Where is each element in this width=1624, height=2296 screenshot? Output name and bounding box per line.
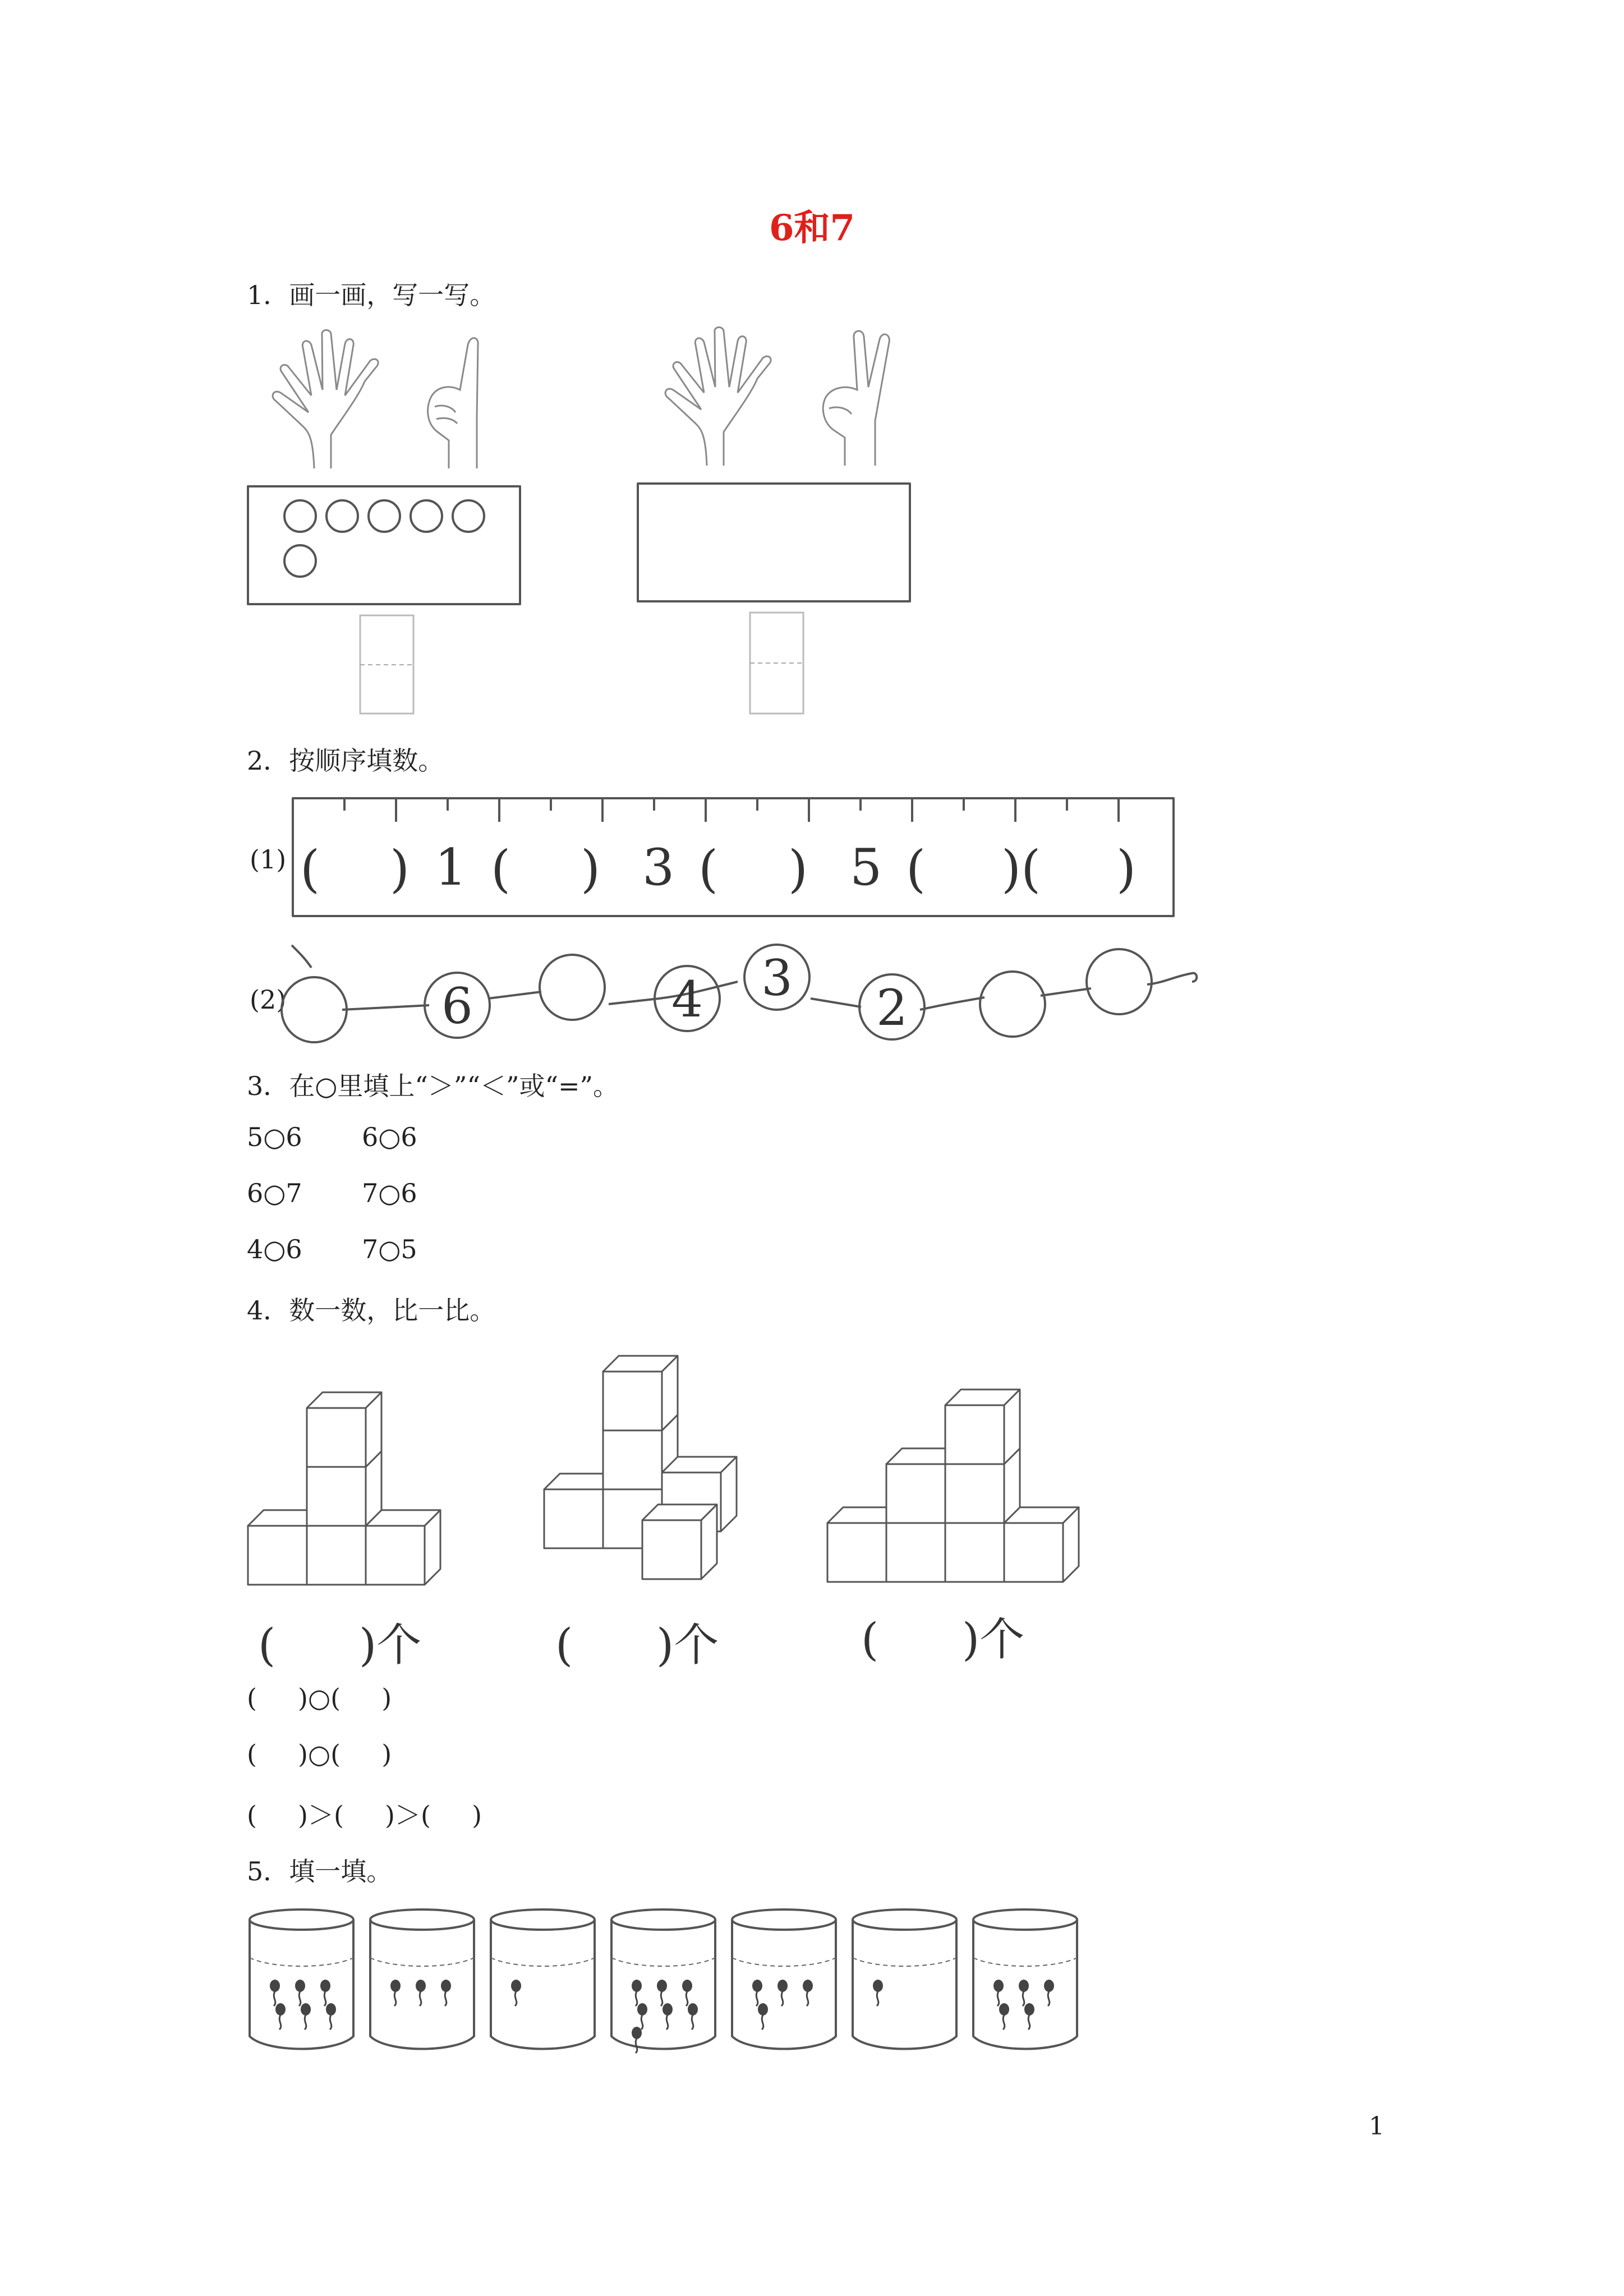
part-1-marker: (1): [250, 844, 287, 875]
tadpole-icon: [688, 2003, 698, 2030]
writing-grid-right[interactable]: [749, 611, 805, 715]
tadpole-icon: [1024, 2003, 1034, 2030]
hand-two-finger-icon: [808, 325, 898, 468]
tadpole-icon: [301, 2003, 311, 2030]
cube: [307, 1467, 366, 1526]
tadpole-icon: [416, 1980, 426, 2006]
compare-cell-3-2[interactable]: 7○5: [362, 1234, 417, 1264]
count-circle: [453, 500, 484, 532]
drawing-box-left: [247, 485, 522, 606]
tadpole-icon: [999, 2003, 1009, 2030]
tadpole-icon: [778, 1980, 788, 2006]
page-title: 6和7: [769, 207, 855, 249]
ruler-number-3: 3: [642, 838, 675, 897]
count-circle: [411, 500, 442, 532]
ruler-paren-3-close: ): [788, 840, 808, 899]
bead-number: 4: [671, 970, 703, 1028]
tadpole-jar: [853, 1910, 956, 2049]
ruler-number-5: 5: [850, 838, 882, 897]
compare-cell-2-2[interactable]: 7○6: [362, 1178, 417, 1208]
cube: [307, 1526, 366, 1585]
tadpole-icon: [632, 1980, 642, 2006]
page-number: 1: [1369, 2112, 1384, 2141]
drawing-box-right[interactable]: [637, 482, 912, 603]
cube-figure-3: [825, 1369, 1094, 1590]
writing-grid-left[interactable]: [359, 614, 415, 715]
question-2-label: 2．按顺序填数。: [247, 746, 444, 776]
cube: [603, 1372, 662, 1430]
ruler-paren-2-open: (: [491, 840, 511, 899]
bead-number: 3: [761, 949, 793, 1007]
hand-one-finger-icon: [415, 328, 494, 471]
count-circle: [326, 500, 358, 532]
compare-cell-1-2[interactable]: 6○6: [362, 1122, 417, 1152]
tadpole-icon: [993, 1980, 1004, 2006]
compare-cell-2-1[interactable]: 6○7: [247, 1178, 302, 1208]
cube-figure-1: [247, 1372, 460, 1593]
cube: [886, 1523, 945, 1582]
tadpole-jar: [973, 1910, 1077, 2049]
tadpole-icon: [663, 2003, 673, 2030]
question-3-label: 3．在○里填上“＞”“＜”或“=”。: [247, 1071, 619, 1101]
tadpole-icon: [511, 1980, 521, 2006]
cube: [827, 1523, 886, 1582]
hand-five-left-icon: [247, 328, 393, 471]
tadpole-icon: [873, 1980, 883, 2006]
cube: [603, 1430, 662, 1489]
tadpole-icon: [803, 1980, 813, 2006]
tadpole-icon: [275, 2003, 286, 2030]
count-blank-3[interactable]: [855, 1610, 1057, 1672]
ruler-paren-2-close: ): [581, 840, 601, 899]
tadpole-jar: [370, 1910, 474, 2049]
cube: [544, 1489, 603, 1548]
count-circle: [284, 545, 316, 577]
count-blank-2-open: (: [555, 1619, 573, 1671]
bead-string: [289, 942, 1203, 1055]
hand-five-right-icon: [640, 325, 785, 468]
ruler-paren-1-close: ): [390, 840, 410, 899]
part-2-marker: (2): [250, 984, 287, 1015]
bead-number: 2: [876, 979, 908, 1037]
cube: [886, 1464, 945, 1523]
bead-circle[interactable]: [1087, 949, 1152, 1014]
bead-number: 6: [441, 977, 473, 1035]
cube: [945, 1523, 1004, 1582]
tadpole-icon: [326, 2003, 336, 2030]
tadpole-icon: [637, 2003, 647, 2030]
count-blank-1[interactable]: [252, 1616, 454, 1677]
tadpole-jar: [732, 1910, 836, 2049]
tadpole-icon: [752, 1980, 762, 2006]
tadpole-icon: [632, 2027, 642, 2053]
tadpole-icon: [1044, 1980, 1054, 2006]
tadpole-icon: [295, 1980, 305, 2006]
ruler-paren-3-open: (: [698, 840, 719, 899]
cube: [366, 1526, 425, 1585]
bead-circle[interactable]: [282, 977, 347, 1042]
cube: [945, 1405, 1004, 1464]
compare-row-3[interactable]: ( )＞( )＞( ): [247, 1800, 482, 1830]
compare-row-2[interactable]: ( )○( ): [247, 1739, 392, 1769]
count-blank-1-open: (: [258, 1619, 276, 1671]
tadpole-jar: [491, 1910, 595, 2049]
tadpole-jar: [250, 1910, 353, 2049]
count-circle: [369, 500, 400, 532]
bead-circle[interactable]: [540, 955, 605, 1020]
tadpole-icon: [441, 1980, 451, 2006]
tadpole-jars: [247, 1907, 1099, 2053]
ruler-number-1: 1: [435, 838, 467, 897]
tadpole-icon: [657, 1980, 667, 2006]
ruler-paren-pair: )(: [1001, 840, 1041, 899]
count-blank-2-close: )个: [656, 1619, 719, 1671]
tadpole-icon: [682, 1980, 692, 2006]
count-blank-1-close: )个: [359, 1619, 422, 1671]
count-blank-2[interactable]: [550, 1616, 752, 1677]
compare-cell-3-1[interactable]: 4○6: [247, 1234, 302, 1264]
ruler-paren-1-open: (: [300, 840, 320, 899]
tadpole-icon: [758, 2003, 768, 2030]
ruler-paren-5-close: ): [1116, 840, 1137, 899]
number-ruler: [292, 794, 1175, 920]
tadpole-icon: [1019, 1980, 1029, 2006]
count-blank-3-open: (: [861, 1613, 879, 1665]
cube: [248, 1526, 307, 1585]
question-4-label: 4．数一数，比一比。: [247, 1295, 496, 1326]
cube: [945, 1464, 1004, 1523]
tadpole-jar: [611, 1910, 715, 2053]
ruler-paren-4-open: (: [906, 840, 926, 899]
count-blank-3-close: )个: [962, 1613, 1025, 1665]
tadpole-icon: [320, 1980, 330, 2006]
cube: [307, 1408, 366, 1467]
compare-row-1[interactable]: ( )○( ): [247, 1683, 392, 1713]
compare-cell-1-1[interactable]: 5○6: [247, 1122, 302, 1152]
count-circle: [284, 500, 316, 532]
tadpole-icon: [390, 1980, 401, 2006]
bead-circle[interactable]: [980, 972, 1045, 1037]
cube: [642, 1520, 701, 1579]
cube-figure-2: [541, 1346, 783, 1593]
question-1-label: 1．画一画，写一写。: [247, 280, 496, 310]
question-5-label: 5．填一填。: [247, 1856, 393, 1887]
cube: [1004, 1523, 1063, 1582]
tadpole-icon: [270, 1980, 280, 2006]
